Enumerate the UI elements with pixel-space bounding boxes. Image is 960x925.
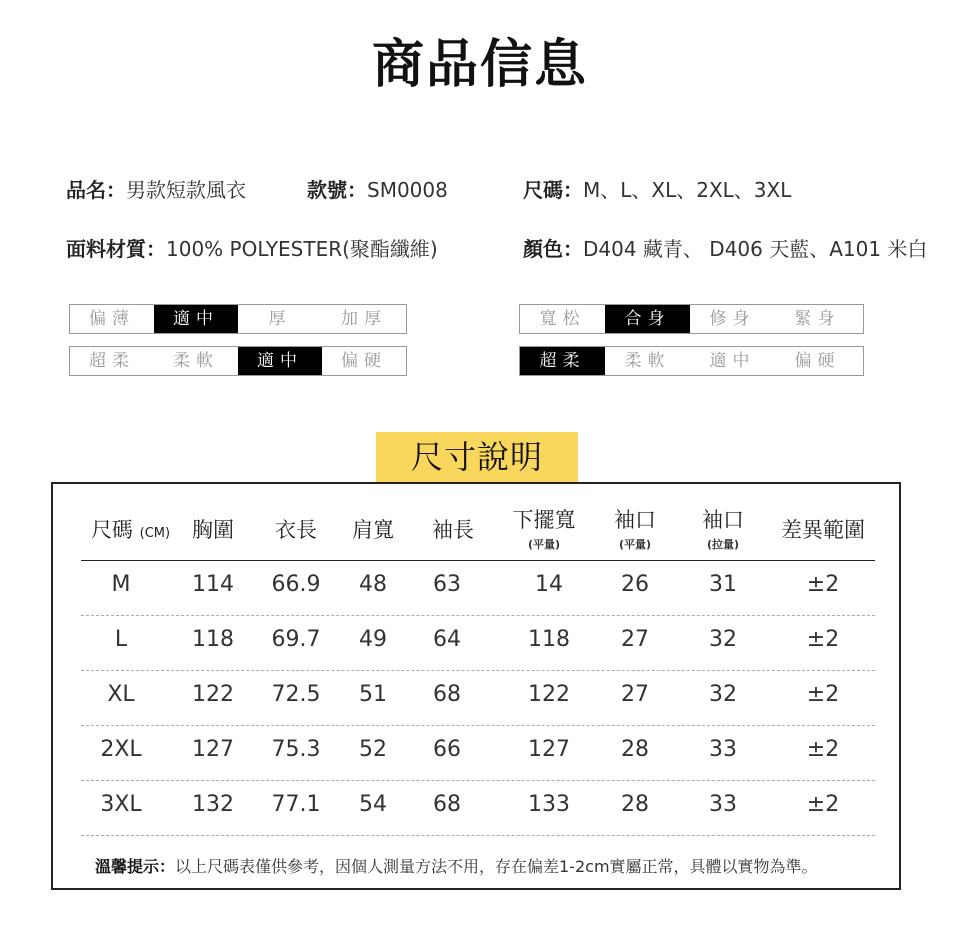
size-table [51, 482, 901, 890]
header-label: 衣長 [275, 518, 317, 542]
product-colors-value: D404 藏青、 D406 天藍、A101 米白 [583, 237, 928, 261]
table-cell: 28 [621, 792, 649, 817]
table-cell: ±2 [806, 792, 840, 817]
header-length [266, 514, 326, 544]
row-size-label: L [114, 627, 128, 652]
scale-cell: 柔軟 [624, 351, 671, 371]
table-cell: ±2 [806, 737, 840, 762]
scale-cell: 柔軟 [173, 351, 219, 371]
table-cell: 122 [192, 682, 234, 707]
row-divider [81, 670, 875, 671]
table-cell: 48 [359, 572, 387, 597]
table-cell: 28 [621, 737, 649, 762]
table-cell: 68 [433, 682, 461, 707]
scale-cell: 偏硬 [794, 351, 841, 371]
scale-cell: 厚 [268, 309, 292, 329]
product-sizes [523, 174, 791, 203]
row-divider [81, 615, 875, 616]
header-sub: (拉量) [706, 538, 740, 551]
table-cell: 127 [528, 737, 570, 762]
header-tolerance [773, 514, 873, 544]
table-cell: 27 [621, 682, 649, 707]
header-label: 下擺寬 [512, 508, 576, 532]
scale-cell: 超柔 [520, 347, 605, 375]
header-cuff-flat [605, 504, 665, 552]
header-sleeve [423, 514, 483, 544]
header-label: 差異範圍 [781, 518, 865, 542]
scale-cell: 超柔 [89, 351, 135, 371]
header-divider [81, 560, 875, 561]
elasticity-scale [519, 346, 864, 376]
product-name-value: 男款短款風衣 [126, 178, 246, 202]
table-cell: 33 [709, 737, 737, 762]
product-name-label: 品名： [66, 178, 126, 202]
table-cell: 14 [535, 572, 563, 597]
header-size [83, 514, 178, 544]
scale-cell: 修身 [709, 309, 756, 329]
product-colors-label: 顏色： [523, 237, 583, 261]
header-cuff-stretch [693, 504, 753, 552]
size-note [95, 854, 818, 877]
scale-cell: 適中 [154, 305, 238, 333]
header-label: 袖長 [432, 518, 474, 542]
product-code-value: SM0008 [367, 178, 448, 202]
table-cell: 32 [709, 627, 737, 652]
row-divider [81, 835, 875, 836]
table-cell: 127 [192, 737, 234, 762]
note-text: 以上尺碼表僅供參考，因個人測量方法不用，存在偏差1-2cm實屬正常，具體以實物為準。 [175, 857, 818, 876]
table-cell: ±2 [806, 572, 840, 597]
header-label: 袖口 [614, 508, 656, 532]
table-cell: 54 [359, 792, 387, 817]
product-name [66, 174, 246, 203]
product-sizes-value: M、L、XL、2XL、3XL [583, 178, 792, 202]
table-cell: 51 [359, 682, 387, 707]
row-divider [81, 725, 875, 726]
table-cell: ±2 [806, 682, 840, 707]
row-size-label: 3XL [100, 792, 142, 817]
size-section-title: 尺寸說明 [376, 432, 578, 482]
table-cell: 77.1 [271, 792, 321, 817]
product-code-label: 款號： [307, 178, 367, 202]
page-title: 商品信息 [371, 35, 588, 95]
table-cell: 68 [433, 792, 461, 817]
row-size-label: 2XL [100, 737, 142, 762]
header-label: 肩寬 [352, 518, 394, 542]
fit-scale [519, 304, 864, 334]
table-cell: 26 [621, 572, 649, 597]
table-cell: 133 [528, 792, 570, 817]
product-fabric-label: 面料材質： [66, 237, 166, 261]
table-cell: 33 [709, 792, 737, 817]
table-cell: 118 [192, 627, 234, 652]
scale-cell: 偏硬 [341, 351, 387, 371]
note-label: 溫馨提示： [95, 857, 176, 876]
table-cell: 75.3 [271, 737, 321, 762]
table-cell: 27 [621, 627, 649, 652]
header-sub: (平量) [527, 538, 561, 551]
scale-cell: 緊身 [794, 309, 841, 329]
header-shoulder [343, 514, 403, 544]
table-cell: 66.9 [271, 572, 321, 597]
header-label: 袖口 [702, 508, 744, 532]
scale-cell: 適中 [709, 351, 756, 371]
header-sub: (平量) [618, 538, 652, 551]
product-fabric [66, 233, 438, 262]
product-sizes-label: 尺碼： [523, 178, 583, 202]
product-fabric-value: 100% POLYESTER(聚酯纖維) [166, 237, 438, 261]
table-cell: 49 [359, 627, 387, 652]
scale-cell: 適中 [238, 347, 322, 375]
row-size-label: XL [107, 682, 135, 707]
row-size-label: M [111, 572, 131, 597]
softness-scale [69, 346, 407, 376]
table-cell: ±2 [806, 627, 840, 652]
table-cell: 72.5 [271, 682, 321, 707]
table-cell: 122 [528, 682, 570, 707]
thickness-scale [69, 304, 407, 334]
scale-cell: 合身 [605, 305, 690, 333]
product-colors [523, 233, 927, 262]
table-cell: 64 [433, 627, 461, 652]
table-cell: 114 [192, 572, 234, 597]
table-cell: 63 [433, 572, 461, 597]
product-code [307, 174, 448, 203]
header-hem [499, 504, 589, 552]
scale-cell: 寬松 [539, 309, 586, 329]
scale-cell: 加厚 [341, 309, 387, 329]
header-label: 胸圍 [192, 518, 234, 542]
header-chest [183, 514, 243, 544]
table-cell: 66 [433, 737, 461, 762]
row-divider [81, 780, 875, 781]
table-cell: 118 [528, 627, 570, 652]
scale-cell: 偏薄 [89, 309, 135, 329]
header-unit: (CM) [139, 526, 171, 541]
table-cell: 52 [359, 737, 387, 762]
table-cell: 31 [709, 572, 737, 597]
header-label: 尺碼 [90, 518, 133, 542]
table-cell: 69.7 [271, 627, 321, 652]
table-cell: 132 [192, 792, 234, 817]
table-cell: 32 [709, 682, 737, 707]
